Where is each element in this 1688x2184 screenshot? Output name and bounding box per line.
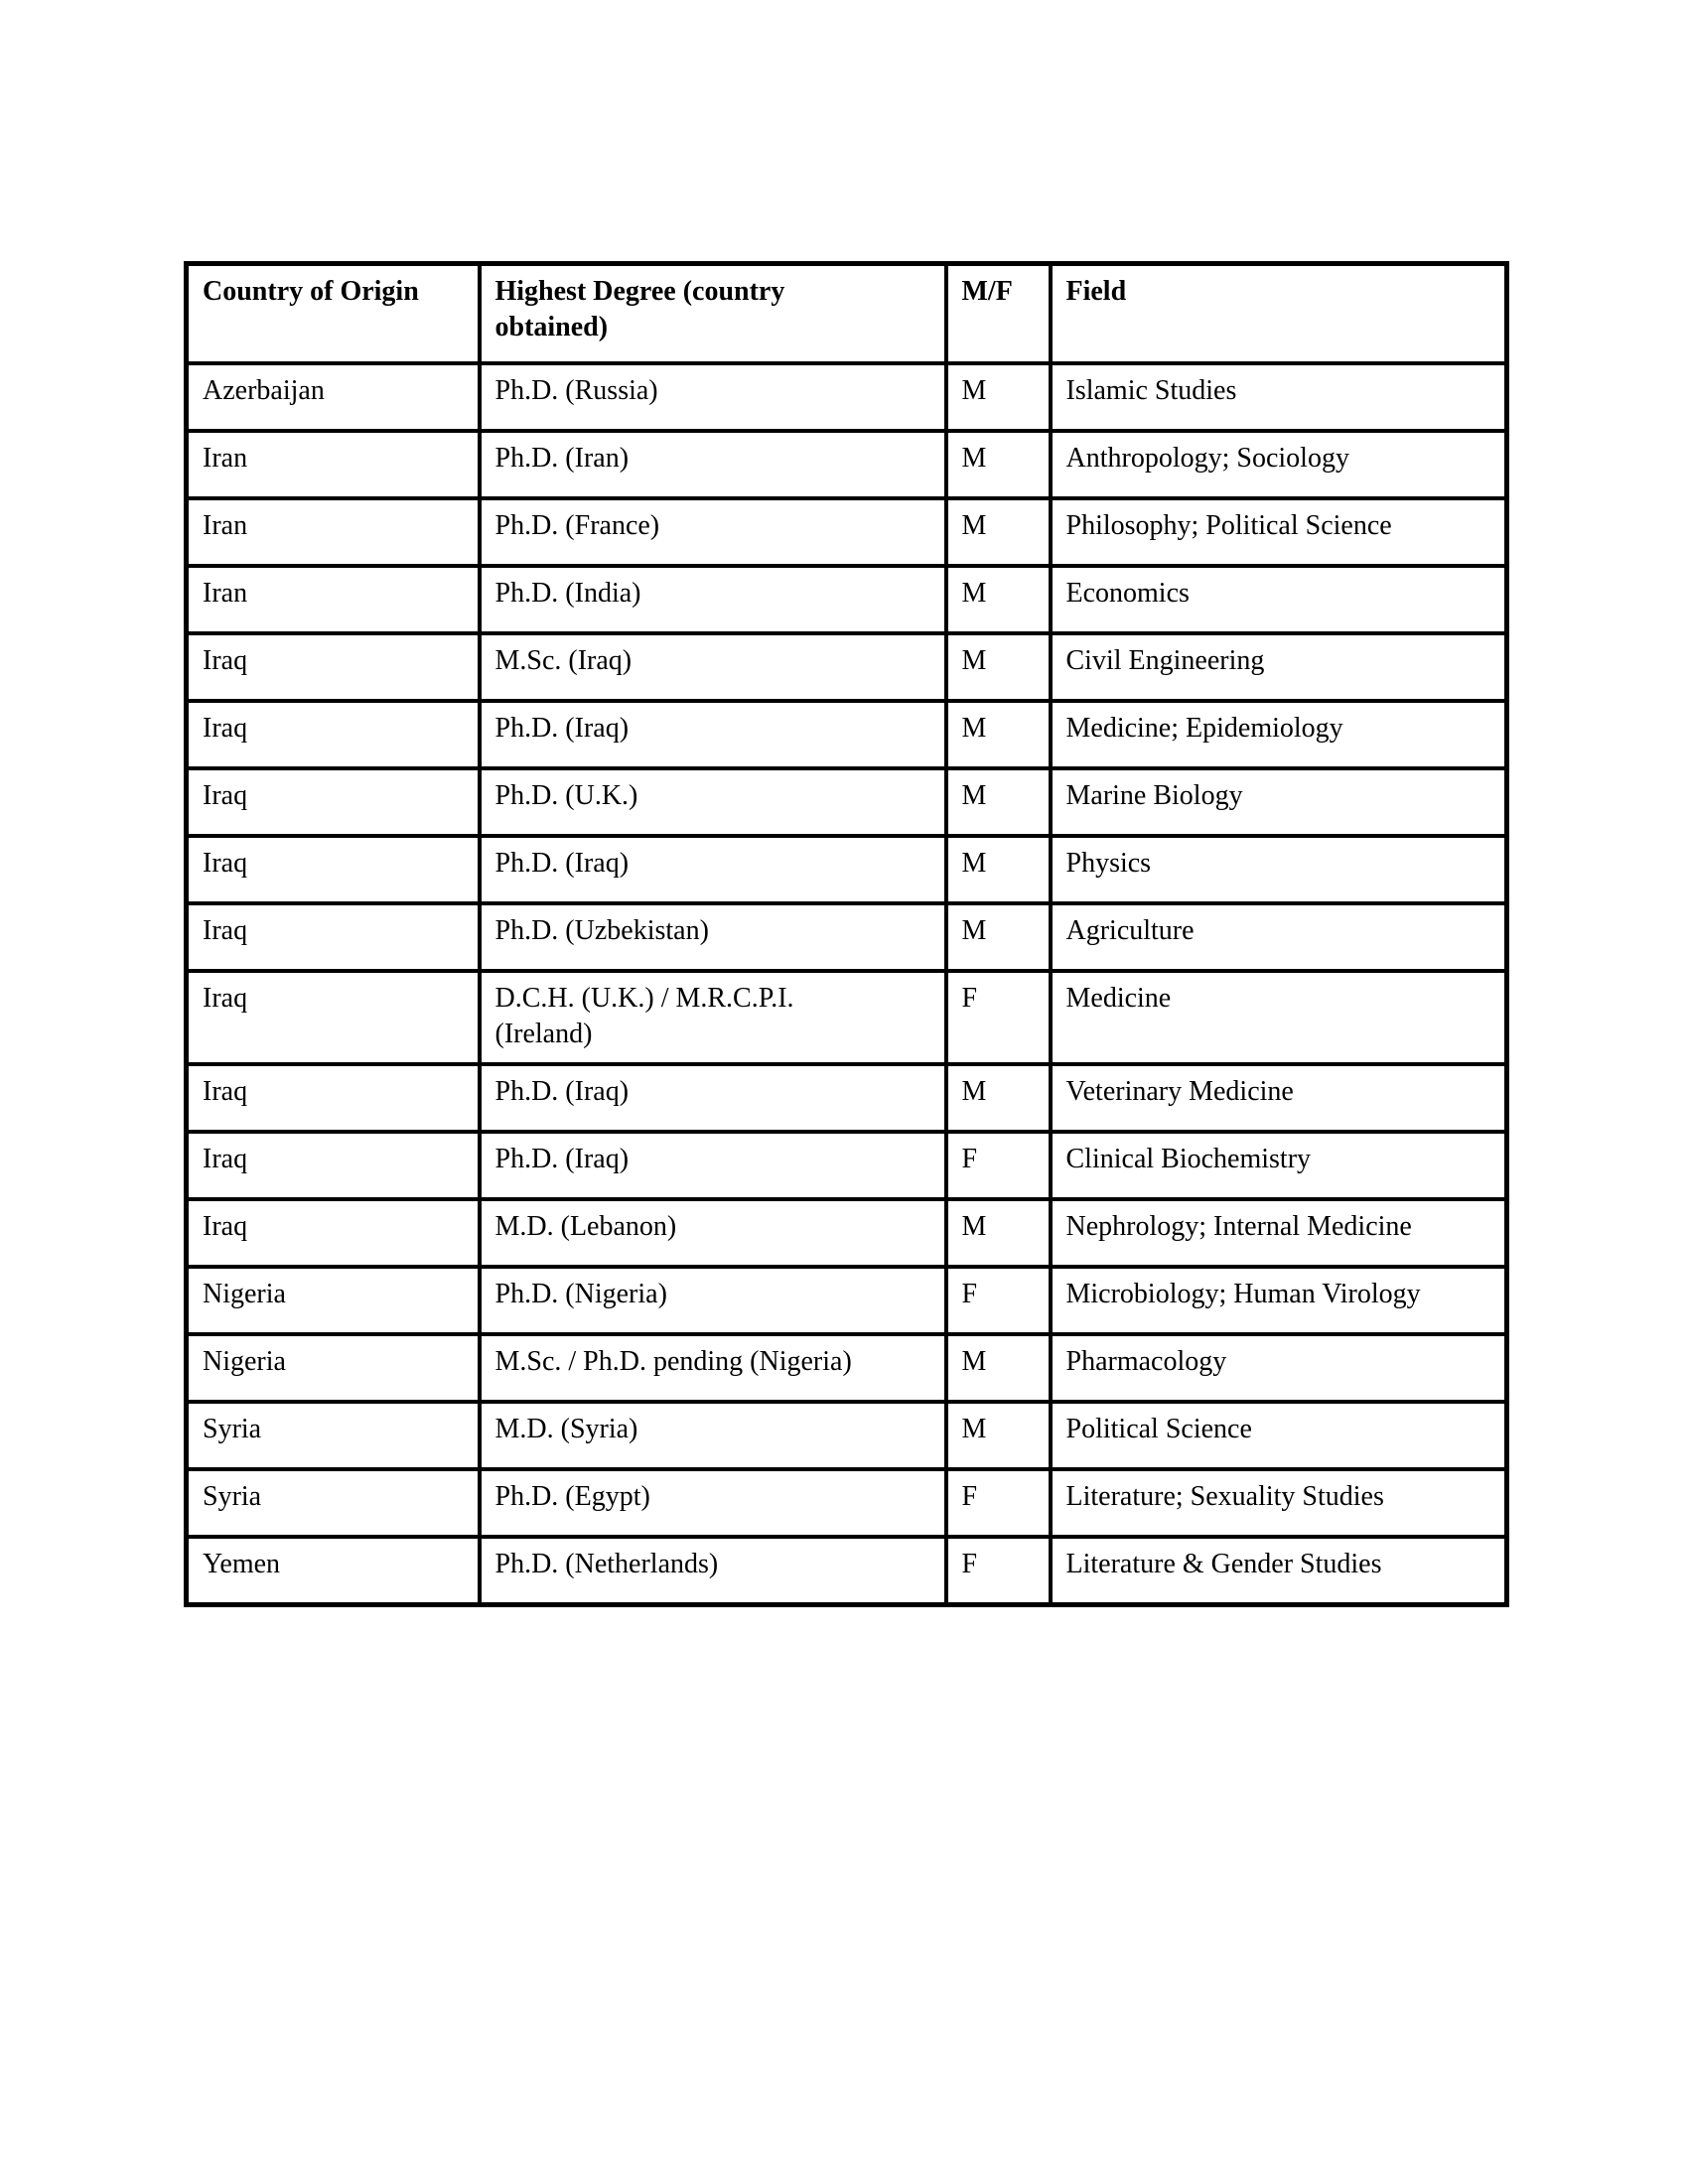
cell-country (187, 1199, 480, 1267)
cell-text: Physics (1065, 847, 1152, 879)
cell-field (1051, 836, 1507, 903)
cell-country (187, 903, 480, 971)
col-header-label: M/F (961, 276, 1013, 307)
cell-field (1051, 1199, 1507, 1267)
cell-text: Nigeria (203, 1346, 286, 1378)
cell-text: Yemen (203, 1549, 281, 1580)
table-row (187, 566, 1507, 633)
cell-text: M (961, 577, 987, 609)
cell-text: Syria (203, 1414, 262, 1445)
cell-text: F (961, 1481, 978, 1513)
col-header-highest-degree (480, 264, 946, 363)
table-body (187, 363, 1507, 1605)
cell-country (187, 971, 480, 1065)
cell-text: Literature & Gender Studies (1065, 1549, 1382, 1580)
cell-text: Nephrology; Internal Medicine (1065, 1211, 1412, 1243)
cell-field (1051, 768, 1507, 836)
cell-degree (480, 498, 946, 566)
table-row (187, 1132, 1507, 1199)
cell-field (1051, 431, 1507, 498)
cell-text: M (961, 914, 987, 946)
cell-degree (480, 633, 946, 701)
cell-text: Iran (203, 509, 248, 541)
cell-field (1051, 1267, 1507, 1334)
cell-degree (480, 1267, 946, 1334)
cell-text: Iraq (203, 644, 248, 676)
table-row (187, 1334, 1507, 1402)
table-row (187, 498, 1507, 566)
table-row (187, 1064, 1507, 1132)
cell-mf (946, 498, 1051, 566)
cell-mf (946, 1132, 1051, 1199)
cell-text: Ph.D. (France) (494, 509, 660, 541)
cell-country (187, 633, 480, 701)
cell-mf (946, 633, 1051, 701)
table-row (187, 768, 1507, 836)
cell-country (187, 1064, 480, 1132)
cell-text: Syria (203, 1481, 262, 1513)
cell-degree (480, 1334, 946, 1402)
cell-text: Ph.D. (Iraq) (494, 712, 630, 744)
cell-text: Iraq (203, 847, 248, 879)
cell-mf (946, 1064, 1051, 1132)
cell-text: Ph.D. (Egypt) (494, 1481, 650, 1513)
cell-text: M.Sc. (Iraq) (494, 644, 633, 676)
cell-mf (946, 903, 1051, 971)
cell-text: Azerbaijan (203, 374, 325, 406)
cell-text: F (961, 1549, 978, 1580)
cell-text: Ph.D. (Iraq) (494, 847, 630, 879)
cell-country (187, 1334, 480, 1402)
cell-text: M (961, 644, 987, 676)
cell-text: Medicine; Epidemiology (1065, 712, 1343, 744)
cell-text: M (961, 1076, 987, 1108)
cell-text: Ph.D. (Russia) (494, 374, 658, 406)
table-row (187, 701, 1507, 768)
table-row (187, 633, 1507, 701)
cell-text: M.D. (Syria) (494, 1414, 638, 1445)
table-row (187, 1199, 1507, 1267)
cell-text: Ph.D. (Iran) (494, 442, 630, 474)
table-row (187, 1537, 1507, 1604)
cell-text: Iraq (203, 982, 248, 1014)
cell-text: Ph.D. (India) (494, 577, 641, 609)
cell-country (187, 836, 480, 903)
cell-field (1051, 971, 1507, 1065)
cell-country (187, 498, 480, 566)
cell-country (187, 701, 480, 768)
cell-mf (946, 363, 1051, 431)
cell-mf (946, 1267, 1051, 1334)
scholars-table (184, 261, 1509, 1607)
cell-text: Ph.D. (Nigeria) (494, 1279, 667, 1310)
cell-country (187, 768, 480, 836)
cell-text: Ph.D. (U.K.) (494, 779, 638, 811)
cell-field (1051, 498, 1507, 566)
cell-mf (946, 431, 1051, 498)
cell-text: M (961, 1211, 987, 1243)
cell-text: Iraq (203, 779, 248, 811)
cell-text: Iraq (203, 712, 248, 744)
cell-text: Pharmacology (1065, 1346, 1227, 1378)
cell-text: Ph.D. (Netherlands) (494, 1549, 719, 1580)
cell-text: Ph.D. (Iraq) (494, 1076, 630, 1108)
cell-text: Philosophy; Political Science (1065, 509, 1392, 541)
cell-field (1051, 1469, 1507, 1537)
cell-text: Iraq (203, 914, 248, 946)
cell-field (1051, 566, 1507, 633)
cell-field (1051, 1402, 1507, 1469)
cell-mf (946, 768, 1051, 836)
cell-mf (946, 1199, 1051, 1267)
cell-text: F (961, 1279, 978, 1310)
cell-text: Microbiology; Human Virology (1065, 1279, 1421, 1310)
cell-degree (480, 566, 946, 633)
cell-country (187, 566, 480, 633)
cell-mf (946, 836, 1051, 903)
cell-text: M (961, 847, 987, 879)
cell-text: D.C.H. (U.K.) / M.R.C.P.I. (Ireland) (494, 982, 794, 1049)
col-header-field (1051, 264, 1507, 363)
cell-mf (946, 971, 1051, 1065)
cell-degree (480, 1537, 946, 1604)
table-row (187, 363, 1507, 431)
cell-country (187, 431, 480, 498)
cell-degree (480, 1064, 946, 1132)
cell-text: Iraq (203, 1076, 248, 1108)
cell-text: Anthropology; Sociology (1065, 442, 1349, 474)
table-row (187, 836, 1507, 903)
cell-text: Iraq (203, 1211, 248, 1243)
cell-degree (480, 1132, 946, 1199)
cell-text: Political Science (1065, 1414, 1252, 1445)
cell-text: M (961, 779, 987, 811)
table-row (187, 903, 1507, 971)
cell-text: M.Sc. / Ph.D. pending (Nigeria) (494, 1346, 852, 1378)
cell-text: Veterinary Medicine (1065, 1076, 1294, 1108)
col-header-label: Highest Degree (country obtained) (494, 276, 785, 343)
cell-text: M.D. (Lebanon) (494, 1211, 677, 1243)
cell-degree (480, 903, 946, 971)
table-row (187, 971, 1507, 1065)
cell-text: Ph.D. (Uzbekistan) (494, 914, 709, 946)
cell-field (1051, 1537, 1507, 1604)
cell-text: Economics (1065, 577, 1190, 609)
cell-text: Iraq (203, 1144, 248, 1175)
cell-mf (946, 1469, 1051, 1537)
cell-country (187, 1469, 480, 1537)
cell-text: Medicine (1065, 982, 1172, 1014)
cell-degree (480, 1199, 946, 1267)
cell-field (1051, 701, 1507, 768)
cell-text: Iran (203, 577, 248, 609)
table-row (187, 1267, 1507, 1334)
cell-field (1051, 633, 1507, 701)
cell-text: Literature; Sexuality Studies (1065, 1481, 1384, 1513)
cell-country (187, 1267, 480, 1334)
cell-degree (480, 836, 946, 903)
cell-degree (480, 768, 946, 836)
cell-text: Clinical Biochemistry (1065, 1144, 1312, 1175)
cell-field (1051, 1132, 1507, 1199)
cell-mf (946, 701, 1051, 768)
cell-text: Nigeria (203, 1279, 286, 1310)
table-row (187, 1402, 1507, 1469)
cell-text: M (961, 374, 987, 406)
cell-field (1051, 1064, 1507, 1132)
cell-field (1051, 363, 1507, 431)
cell-field (1051, 1334, 1507, 1402)
col-header-mf (946, 264, 1051, 363)
cell-text: M (961, 1346, 987, 1378)
cell-text: Islamic Studies (1065, 374, 1237, 406)
cell-text: M (961, 509, 987, 541)
cell-text: F (961, 982, 978, 1014)
cell-degree (480, 971, 946, 1065)
cell-text: Iran (203, 442, 248, 474)
cell-degree (480, 1402, 946, 1469)
table-row (187, 1469, 1507, 1537)
cell-text: Marine Biology (1065, 779, 1243, 811)
cell-field (1051, 903, 1507, 971)
cell-text: M (961, 1414, 987, 1445)
col-header-country-of-origin (187, 264, 480, 363)
cell-text: Ph.D. (Iraq) (494, 1144, 630, 1175)
cell-text: M (961, 442, 987, 474)
col-header-label: Field (1065, 276, 1127, 307)
cell-degree (480, 363, 946, 431)
cell-country (187, 1537, 480, 1604)
cell-degree (480, 701, 946, 768)
cell-country (187, 1132, 480, 1199)
cell-text: M (961, 712, 987, 744)
cell-mf (946, 1402, 1051, 1469)
cell-country (187, 1402, 480, 1469)
cell-country (187, 363, 480, 431)
table-header-row (187, 264, 1507, 363)
cell-mf (946, 1334, 1051, 1402)
cell-text: Agriculture (1065, 914, 1195, 946)
cell-text: F (961, 1144, 978, 1175)
cell-mf (946, 566, 1051, 633)
cell-text: Civil Engineering (1065, 644, 1265, 676)
cell-mf (946, 1537, 1051, 1604)
table-row (187, 431, 1507, 498)
col-header-label: Country of Origin (203, 276, 419, 307)
cell-degree (480, 431, 946, 498)
cell-degree (480, 1469, 946, 1537)
